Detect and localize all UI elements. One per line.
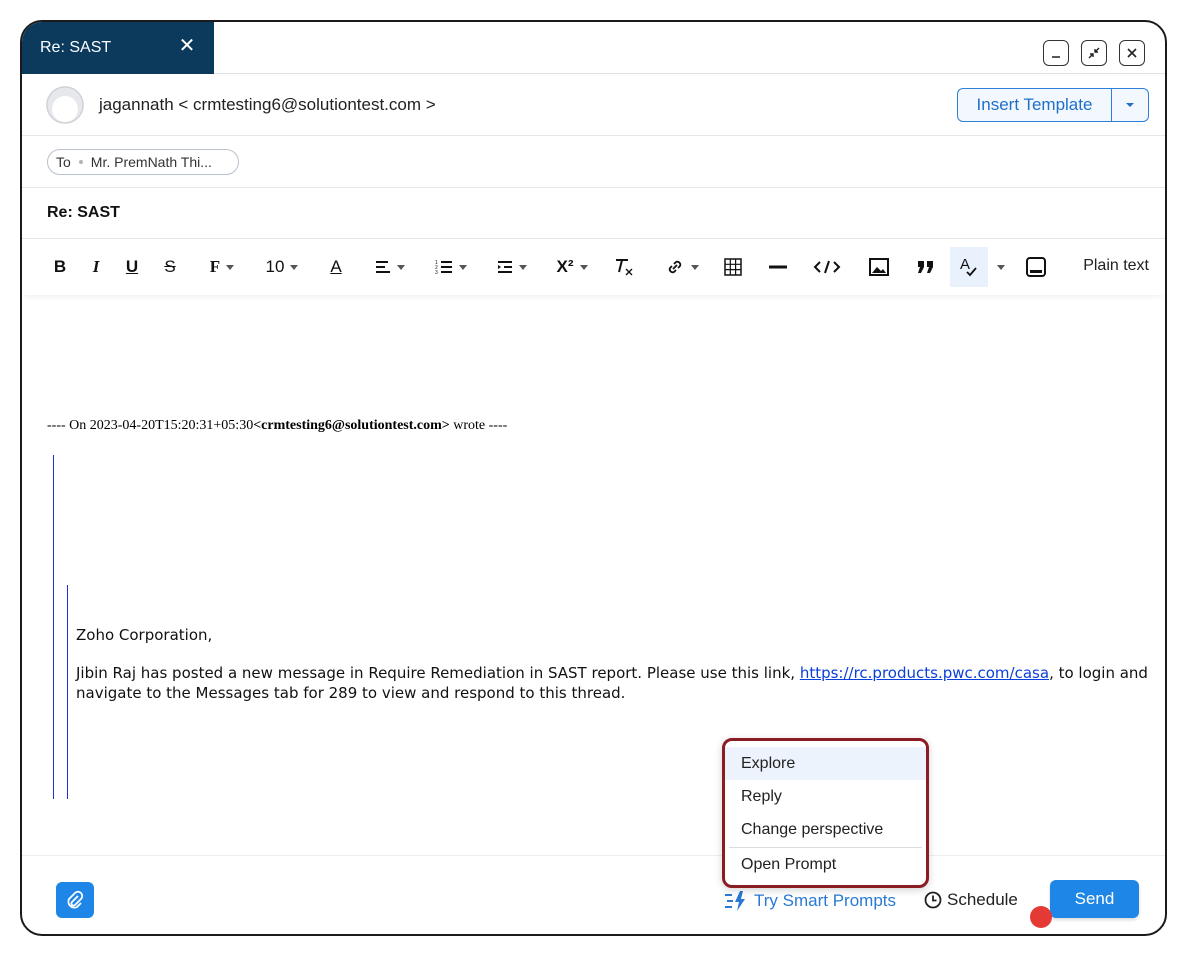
message-paragraph: [76, 663, 1156, 703]
collapse-button[interactable]: [1081, 40, 1107, 66]
title-bar: [22, 22, 1165, 74]
font-icon: F: [209, 257, 221, 276]
chevron-down-icon: [580, 265, 588, 270]
insert-template-button[interactable]: Insert Template: [958, 89, 1112, 121]
svg-text:1: 1: [435, 260, 438, 266]
menu-item-change-perspective[interactable]: Change perspective: [741, 820, 884, 838]
image-button[interactable]: [868, 251, 890, 283]
underline-button[interactable]: U: [125, 257, 139, 276]
numbered-list-icon: [435, 259, 453, 275]
text-color-button[interactable]: A: [330, 257, 342, 276]
quote-border-inner: [67, 585, 68, 799]
code-button[interactable]: [812, 251, 842, 283]
menu-item-reply[interactable]: Reply: [741, 787, 782, 805]
horizontal-rule-icon: [769, 265, 787, 269]
image-icon: [869, 258, 889, 276]
quoted-message: [76, 625, 1156, 721]
chevron-down-icon: [691, 265, 699, 270]
quoted-header: [47, 418, 507, 434]
horizontal-rule-button[interactable]: [768, 251, 788, 283]
message-text-end: , to login and navigate to the Messages tab for 289 to view and respond to this thread.: [76, 664, 1148, 702]
message-text: Jibin Raj has posted a new message in Require Remediation in SAST report. Please use this link,: [76, 664, 800, 682]
schedule-button[interactable]: [924, 890, 1018, 910]
quote-border-outer: [53, 455, 54, 799]
notification-dot: [1030, 906, 1052, 928]
try-smart-prompts-button[interactable]: [724, 890, 896, 912]
list-button[interactable]: [428, 251, 474, 283]
link-button[interactable]: [658, 251, 706, 283]
compose-tab[interactable]: [22, 22, 214, 74]
quote-icon: [917, 260, 935, 274]
insert-template-control: [957, 88, 1149, 122]
quoted-date: ---- On 2023-04-20T15:20:31+05:30: [47, 418, 254, 433]
chevron-down-icon: [226, 265, 234, 270]
subject-text: Re: SAST: [47, 204, 120, 221]
insert-template-dropdown[interactable]: [1112, 89, 1148, 121]
send-button[interactable]: Send: [1050, 880, 1139, 918]
signature-button[interactable]: [1024, 251, 1048, 283]
attach-button[interactable]: [56, 882, 94, 918]
align-icon: [375, 260, 391, 274]
to-row: [22, 136, 1165, 188]
casa-link[interactable]: https://rc.products.pwc.com/casa: [799, 664, 1050, 682]
clock-icon: [924, 891, 942, 909]
minimize-icon: [1049, 46, 1063, 60]
recipient-pill[interactable]: [47, 149, 239, 175]
spellcheck-dropdown[interactable]: [990, 251, 1006, 283]
font-size-value: 10: [265, 257, 285, 276]
tab-title: Re: SAST: [40, 39, 112, 56]
smart-prompts-icon: [724, 890, 748, 912]
chevron-down-icon: [397, 265, 405, 270]
align-button[interactable]: [368, 251, 412, 283]
schedule-label: Schedule: [947, 890, 1018, 909]
formatting-toolbar: [22, 239, 1165, 295]
smart-prompts-label: Try Smart Prompts: [754, 891, 896, 910]
menu-item-explore[interactable]: Explore: [725, 747, 926, 780]
superscript-button[interactable]: [550, 251, 594, 283]
chevron-down-icon: [1124, 101, 1136, 109]
svg-text:3: 3: [435, 270, 438, 275]
collapse-icon: [1087, 46, 1101, 60]
quoted-suffix: wrote ----: [449, 418, 508, 433]
code-icon: [813, 259, 841, 275]
quoted-email: <crmtesting6@solutiontest.com>: [253, 418, 450, 433]
indent-button[interactable]: [490, 251, 534, 283]
message-body[interactable]: [22, 295, 1165, 855]
to-label: To: [56, 154, 71, 170]
chevron-down-icon: [997, 265, 1005, 270]
superscript-icon: X²: [556, 257, 574, 276]
minimize-button[interactable]: [1043, 40, 1069, 66]
font-size-button[interactable]: [260, 251, 304, 283]
chevron-down-icon: [290, 265, 298, 270]
chevron-down-icon: [519, 265, 527, 270]
spellcheck-icon: [959, 256, 979, 278]
compose-footer: [22, 855, 1165, 936]
table-icon: [724, 258, 742, 276]
font-family-button[interactable]: [204, 251, 240, 283]
quote-button[interactable]: [916, 251, 936, 283]
spellcheck-button[interactable]: [950, 247, 988, 287]
subject-row[interactable]: [22, 188, 1165, 239]
svg-text:2: 2: [435, 265, 438, 271]
menu-item-open-prompt[interactable]: Open Prompt: [741, 855, 837, 873]
plain-text-toggle[interactable]: Plain text: [1083, 257, 1149, 274]
close-icon: [1125, 46, 1139, 60]
indent-icon: [497, 260, 513, 274]
from-row: [22, 74, 1165, 136]
greeting: Zoho Corporation,: [76, 626, 213, 644]
bold-button[interactable]: B: [53, 257, 67, 276]
table-button[interactable]: [722, 251, 744, 283]
clear-format-button[interactable]: [612, 251, 636, 283]
smart-prompts-menu: [722, 738, 929, 888]
paperclip-icon: [65, 890, 85, 910]
recipient-name: Mr. PremNath Thi...: [90, 154, 212, 170]
italic-button[interactable]: I: [92, 257, 100, 276]
strikethrough-button[interactable]: S: [164, 257, 176, 276]
chevron-down-icon: [459, 265, 467, 270]
svg-text:A: A: [960, 256, 971, 273]
avatar: [46, 86, 84, 124]
window-controls: [1043, 40, 1145, 66]
signature-icon: [1026, 257, 1046, 277]
close-window-button[interactable]: [1119, 40, 1145, 66]
user-icon: [46, 86, 84, 124]
clear-format-icon: [613, 257, 635, 277]
separator-dot: [79, 160, 83, 164]
link-icon: [665, 257, 685, 277]
from-address: jagannath < crmtesting6@solutiontest.com >: [99, 95, 436, 114]
compose-window: [20, 20, 1167, 936]
close-tab-icon[interactable]: ✕: [178, 35, 196, 57]
